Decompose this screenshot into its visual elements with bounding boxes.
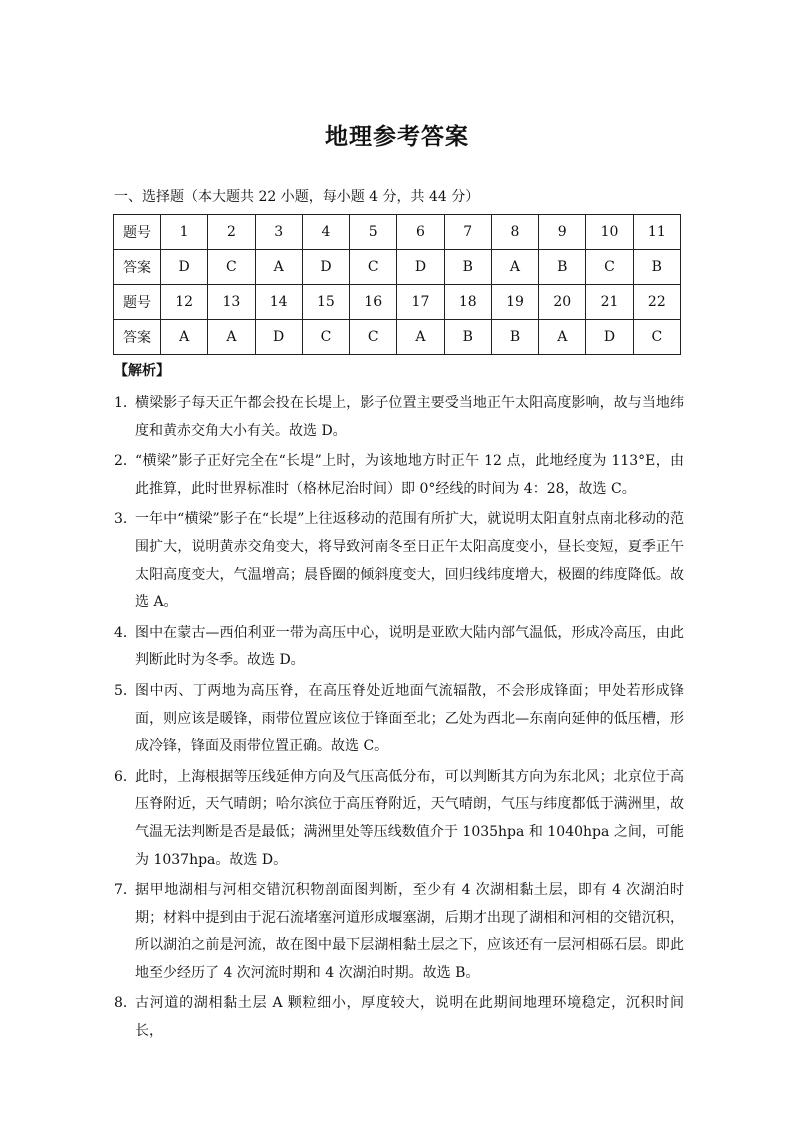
table-cell: 8 — [491, 215, 538, 250]
table-cell: 17 — [397, 285, 444, 320]
list-item — [114, 620, 684, 675]
table-cell: C — [633, 320, 680, 355]
table-cell: 22 — [633, 285, 680, 320]
table-cell: 2 — [208, 215, 255, 250]
list-item — [114, 678, 684, 761]
item-number: 6． — [114, 768, 137, 785]
list-item — [114, 990, 684, 1045]
page-title: 地理参考答案 — [325, 124, 469, 150]
table-cell: D — [255, 320, 302, 355]
analysis-list — [114, 390, 684, 1049]
table-cell: 1 — [161, 215, 208, 250]
table-row — [114, 320, 681, 355]
table-row — [114, 250, 681, 285]
table-cell: B — [491, 320, 538, 355]
table-cell: A — [208, 320, 255, 355]
table-cell: D — [302, 250, 349, 285]
item-text: 横梁影子每天正午都会投在长堤上，影子位置主要受当地正午太阳高度影响，故与当地纬度和黄赤交角大小有关。故选 D。 — [135, 395, 684, 439]
table-cell: 10 — [586, 215, 633, 250]
item-number: 1． — [114, 395, 137, 411]
item-text: 图中在蒙古—西伯利亚一带为高压中心，说明是亚欧大陆内部气温低，形成冷高压，由此判断此时为冬季。故选 D。 — [135, 624, 684, 669]
table-cell: 20 — [539, 285, 586, 320]
row-label: 答案 — [114, 250, 161, 285]
table-cell: A — [397, 320, 444, 355]
table-cell: 11 — [633, 215, 680, 250]
table-cell: C — [208, 250, 255, 285]
table-cell: 7 — [444, 215, 491, 250]
item-text: 古河道的湖相黏土层 A 颗粒细小，厚度较大，说明在此期间地理环境稳定，沉积时间长， — [135, 995, 684, 1040]
table-cell: D — [586, 320, 633, 355]
row-label: 题号 — [114, 285, 161, 320]
table-cell: C — [586, 250, 633, 285]
item-text: 一年中“横梁”影子在“长堤”上往返移动的范围有所扩大，就说明太阳直射点南北移动的范围扩大，说明黄赤交角变大，将导致河南冬至日正午太阳高度变小，昼长变短，夏季正午太阳高度变大，气温增高；晨昏圈的倾斜度变大，回归线纬度增大，极圈的纬度降低。故选 A。 — [135, 511, 684, 611]
table-cell: 19 — [491, 285, 538, 320]
table-cell: 6 — [397, 215, 444, 250]
table-cell: 15 — [302, 285, 349, 320]
table-row — [114, 285, 681, 320]
table-cell: B — [633, 250, 680, 285]
table-cell: C — [302, 320, 349, 355]
list-item — [114, 506, 684, 616]
list-item — [114, 764, 684, 874]
table-cell: C — [350, 250, 397, 285]
row-label: 题号 — [114, 215, 161, 250]
table-cell: C — [350, 320, 397, 355]
table-cell: A — [255, 250, 302, 285]
table-cell: 12 — [161, 285, 208, 320]
section-heading: 一、选择题（本大题共 22 小题，每小题 4 分，共 44 分） — [114, 189, 480, 205]
table-row — [114, 215, 681, 250]
list-item — [114, 390, 684, 445]
analysis-label: 【解析】 — [114, 363, 170, 379]
item-text: 此时，上海根据等压线延伸方向及气压高低分布，可以判断其方向为东北风；北京位于高压脊附近，天气晴朗；哈尔滨位于高压脊附近，天气晴朗，气压与纬度都低于满洲里，故气温无法判断是否是最低；满洲里处等压线数值介于 1035hpa 和 1040hpa 之间，可能为 1037hpa。故选 D。 — [135, 768, 684, 868]
table-cell: A — [161, 320, 208, 355]
item-number: 3． — [114, 511, 137, 528]
table-cell: 16 — [350, 285, 397, 320]
answer-table — [113, 214, 681, 355]
item-number: 5． — [114, 682, 137, 699]
table-cell: 21 — [586, 285, 633, 320]
item-number: 7． — [114, 882, 137, 899]
item-text: “横梁”影子正好完全在“长堤”上时，为该地地方时正午 12 点，此地经度为 113°E，由此推算，此时世界标准时（格林尼治时间）即 0°经线的时间为 4：28，故选 C。 — [135, 453, 684, 497]
table-cell: 9 — [539, 215, 586, 250]
table-cell: 4 — [302, 215, 349, 250]
item-number: 4． — [114, 624, 137, 641]
item-text: 图中丙、丁两地为高压脊，在高压脊处近地面气流辐散，不会形成锋面；甲处若形成锋面，则应该是暖锋，雨带位置应该位于锋面至北；乙处为西北—东南向延伸的低压槽，形成冷锋，锋面及雨带位置正确。故选 C。 — [135, 682, 684, 755]
table-cell: A — [539, 320, 586, 355]
table-cell: B — [539, 250, 586, 285]
list-item — [114, 448, 684, 503]
item-number: 2． — [114, 453, 137, 470]
row-label: 答案 — [114, 320, 161, 355]
table-cell: 14 — [255, 285, 302, 320]
table-cell: 18 — [444, 285, 491, 320]
table-cell: A — [491, 250, 538, 285]
item-number: 8． — [114, 995, 137, 1012]
table-cell: B — [444, 320, 491, 355]
table-cell: 5 — [350, 215, 397, 250]
table-cell: D — [397, 250, 444, 285]
item-text: 据甲地湖相与河相交错沉积物剖面图判断，至少有 4 次湖相黏土层，即有 4 次湖泊时期；材料中提到由于泥石流堵塞河道形成堰塞湖，后期才出现了湖相和河相的交错沉积，所以湖泊之前是河流，故在图中最下层湖相黏土层之下，应该还有一层河相砾石层。即此地至少经历了 4 次河流时期和 4 次湖泊时期。故选 B。 — [135, 882, 684, 981]
table-cell: 3 — [255, 215, 302, 250]
table-cell: D — [161, 250, 208, 285]
table-cell: B — [444, 250, 491, 285]
list-item — [114, 877, 684, 987]
table-cell: 13 — [208, 285, 255, 320]
